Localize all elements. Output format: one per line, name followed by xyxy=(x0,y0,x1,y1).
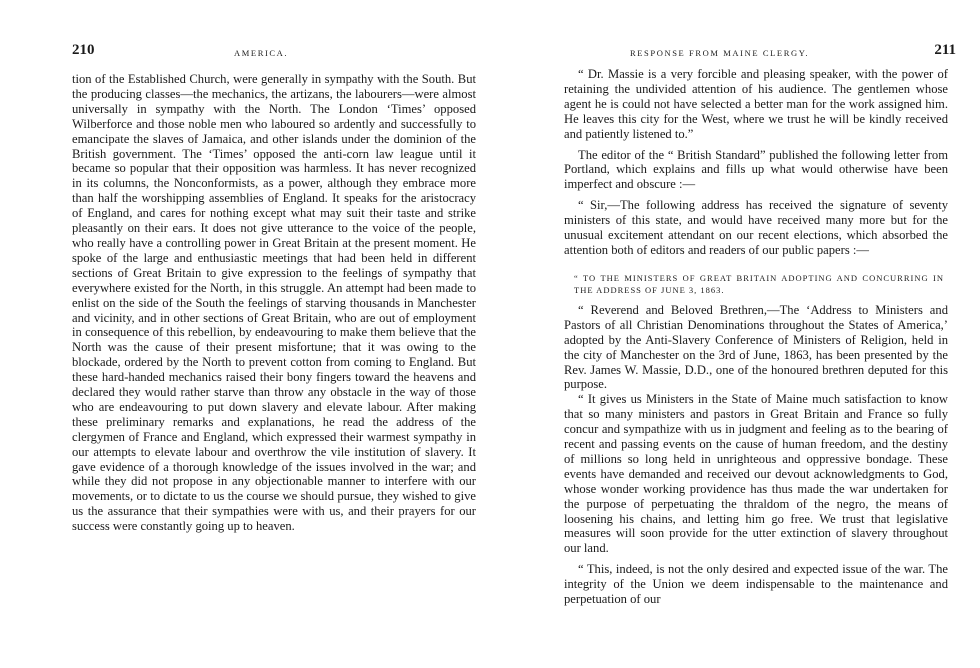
page-number: 211 xyxy=(934,42,956,58)
address-heading: “ TO THE MINISTERS OF GREAT BRITAIN ADOPTING AND CONCURRING IN THE ADDRESS OF JUNE 3, 1863. xyxy=(574,272,944,295)
paragraph: The editor of the “ British Standard” published the following letter from Portland, which explains and fills up what would otherwise have been imperfect and obscure :— xyxy=(564,147,948,192)
running-title: AMERICA. xyxy=(234,48,289,58)
paragraph: tion of the Established Church, were generally in sympathy with the South. But the producing classes—the mechanics, the artizans, the labourers—were almost universally in sympathy with the North. The London ‘Times’ opposed Wilberforce and those noble men who laboured so ardently and successfully to emancipate the slaves of Jamaica, and other islands under the dominion of the British government. The ‘Times’ opposed the anti-corn law league until it became so popular that their opposition was harmless. It has never recognized in its columns, the Nonconformists, as a power, although they embrace more than half the worshipping assemblies of England. It speaks for the aristocracy of England, and cares for nothing except what may suit their taste and strike pleasantly on their ears. It does not give utterance to the voice of the people, who really have a controlling power in Great Britain at the present moment. He spoke of the large and enthusiastic meetings that had been held in different sections of Great Britain to give expression to the feelings of sympathy that everywhere existed for the North, in this struggle. An attempt had been made to enlist on the side of the South the feelings of starving thousands in Manchester and vicinity, and in other sections of Great Britain, who are out of employment in consequence of this rebellion, by endeavouring to make them believe that the North was the cause of their present misfortune; that it was owing to the blockade, ordered by the North to prevent cotton from coming to England. But these hard-handed mechanics raised their bony fingers toward the heavens and declared they would rather starve than throw any obstacle in the way of those who are endeavouring to put down slavery and elevate labour. After making these preliminary remarks and explanations, he read the address of the clergymen of France and England, which expressed their warmest sympathy in our attempts to elevate labour and overthrow the vile institution of slavery. It gave evidence of a thorough knowledge of the issues involved in the war; and while they did not propose in any objectionable manner to interfere with our movements, or to dictate to us the course we should pursue, they wished to give us the assurance that their sympathies were with us, and their prayers for our success were constantly going up to heaven. xyxy=(72,72,476,534)
running-title: RESPONSE FROM MAINE CLERGY. xyxy=(630,48,810,58)
paragraph: “ This, indeed, is not the only desired and expected issue of the war. The integrity of the Union we deem indispensable to the maintenance and perpetuation of our xyxy=(564,562,948,607)
paragraph: “ Sir,—The following address has received the signature of seventy ministers of this state, and would have received many more but for the unusual excitement attendant on our recent elections, which absorbed the attention both of editors and readers of our public papers :— xyxy=(564,198,948,257)
left-page xyxy=(66,0,476,668)
running-head xyxy=(556,42,956,66)
page-body xyxy=(564,67,948,607)
paragraph: “ Reverend and Beloved Brethren,—The ‘Address to Ministers and Pastors of all Christian Denominations throughout the States of America,’ adopted by the Anti-Slavery Conference of Ministers of Religion, held in the city of Manchester on the 3rd of June, 1863, has been presented by the Rev. James W. Massie, D.D., one of the honoured brethren deputed for this purpose. xyxy=(564,302,948,392)
page-body xyxy=(72,72,476,534)
right-page xyxy=(556,0,956,668)
running-head xyxy=(66,42,476,66)
paragraph: “ Dr. Massie is a very forcible and pleasing speaker, with the power of retaining the undivided attention of his audience. The gentlemen whose agent he is could not have selected a better man for the work assigned him. He leaves this city for the West, where we trust he will be kindly received and patiently listened to.” xyxy=(564,67,948,141)
paragraph: “ It gives us Ministers in the State of Maine much satisfaction to know that so many ministers and pastors in Great Britain and France so fully concur and sympathize with us in judgment and feeling as to the bearing of recent and passing events on the cause of human freedom, and the destiny of millions so long held in unrighteous and oppressive bondage. These events have demanded and received our devout acknowledgments to God, whose wonder working providence has thus made the war undertaken for the purpose of perpetuating the thraldom of the negro, the means of loosening his chains, and letting him go free. We trust that legislative measures will soon provide for the utter extinction of slavery throughout our land. xyxy=(564,392,948,556)
page-number: 210 xyxy=(72,42,95,58)
